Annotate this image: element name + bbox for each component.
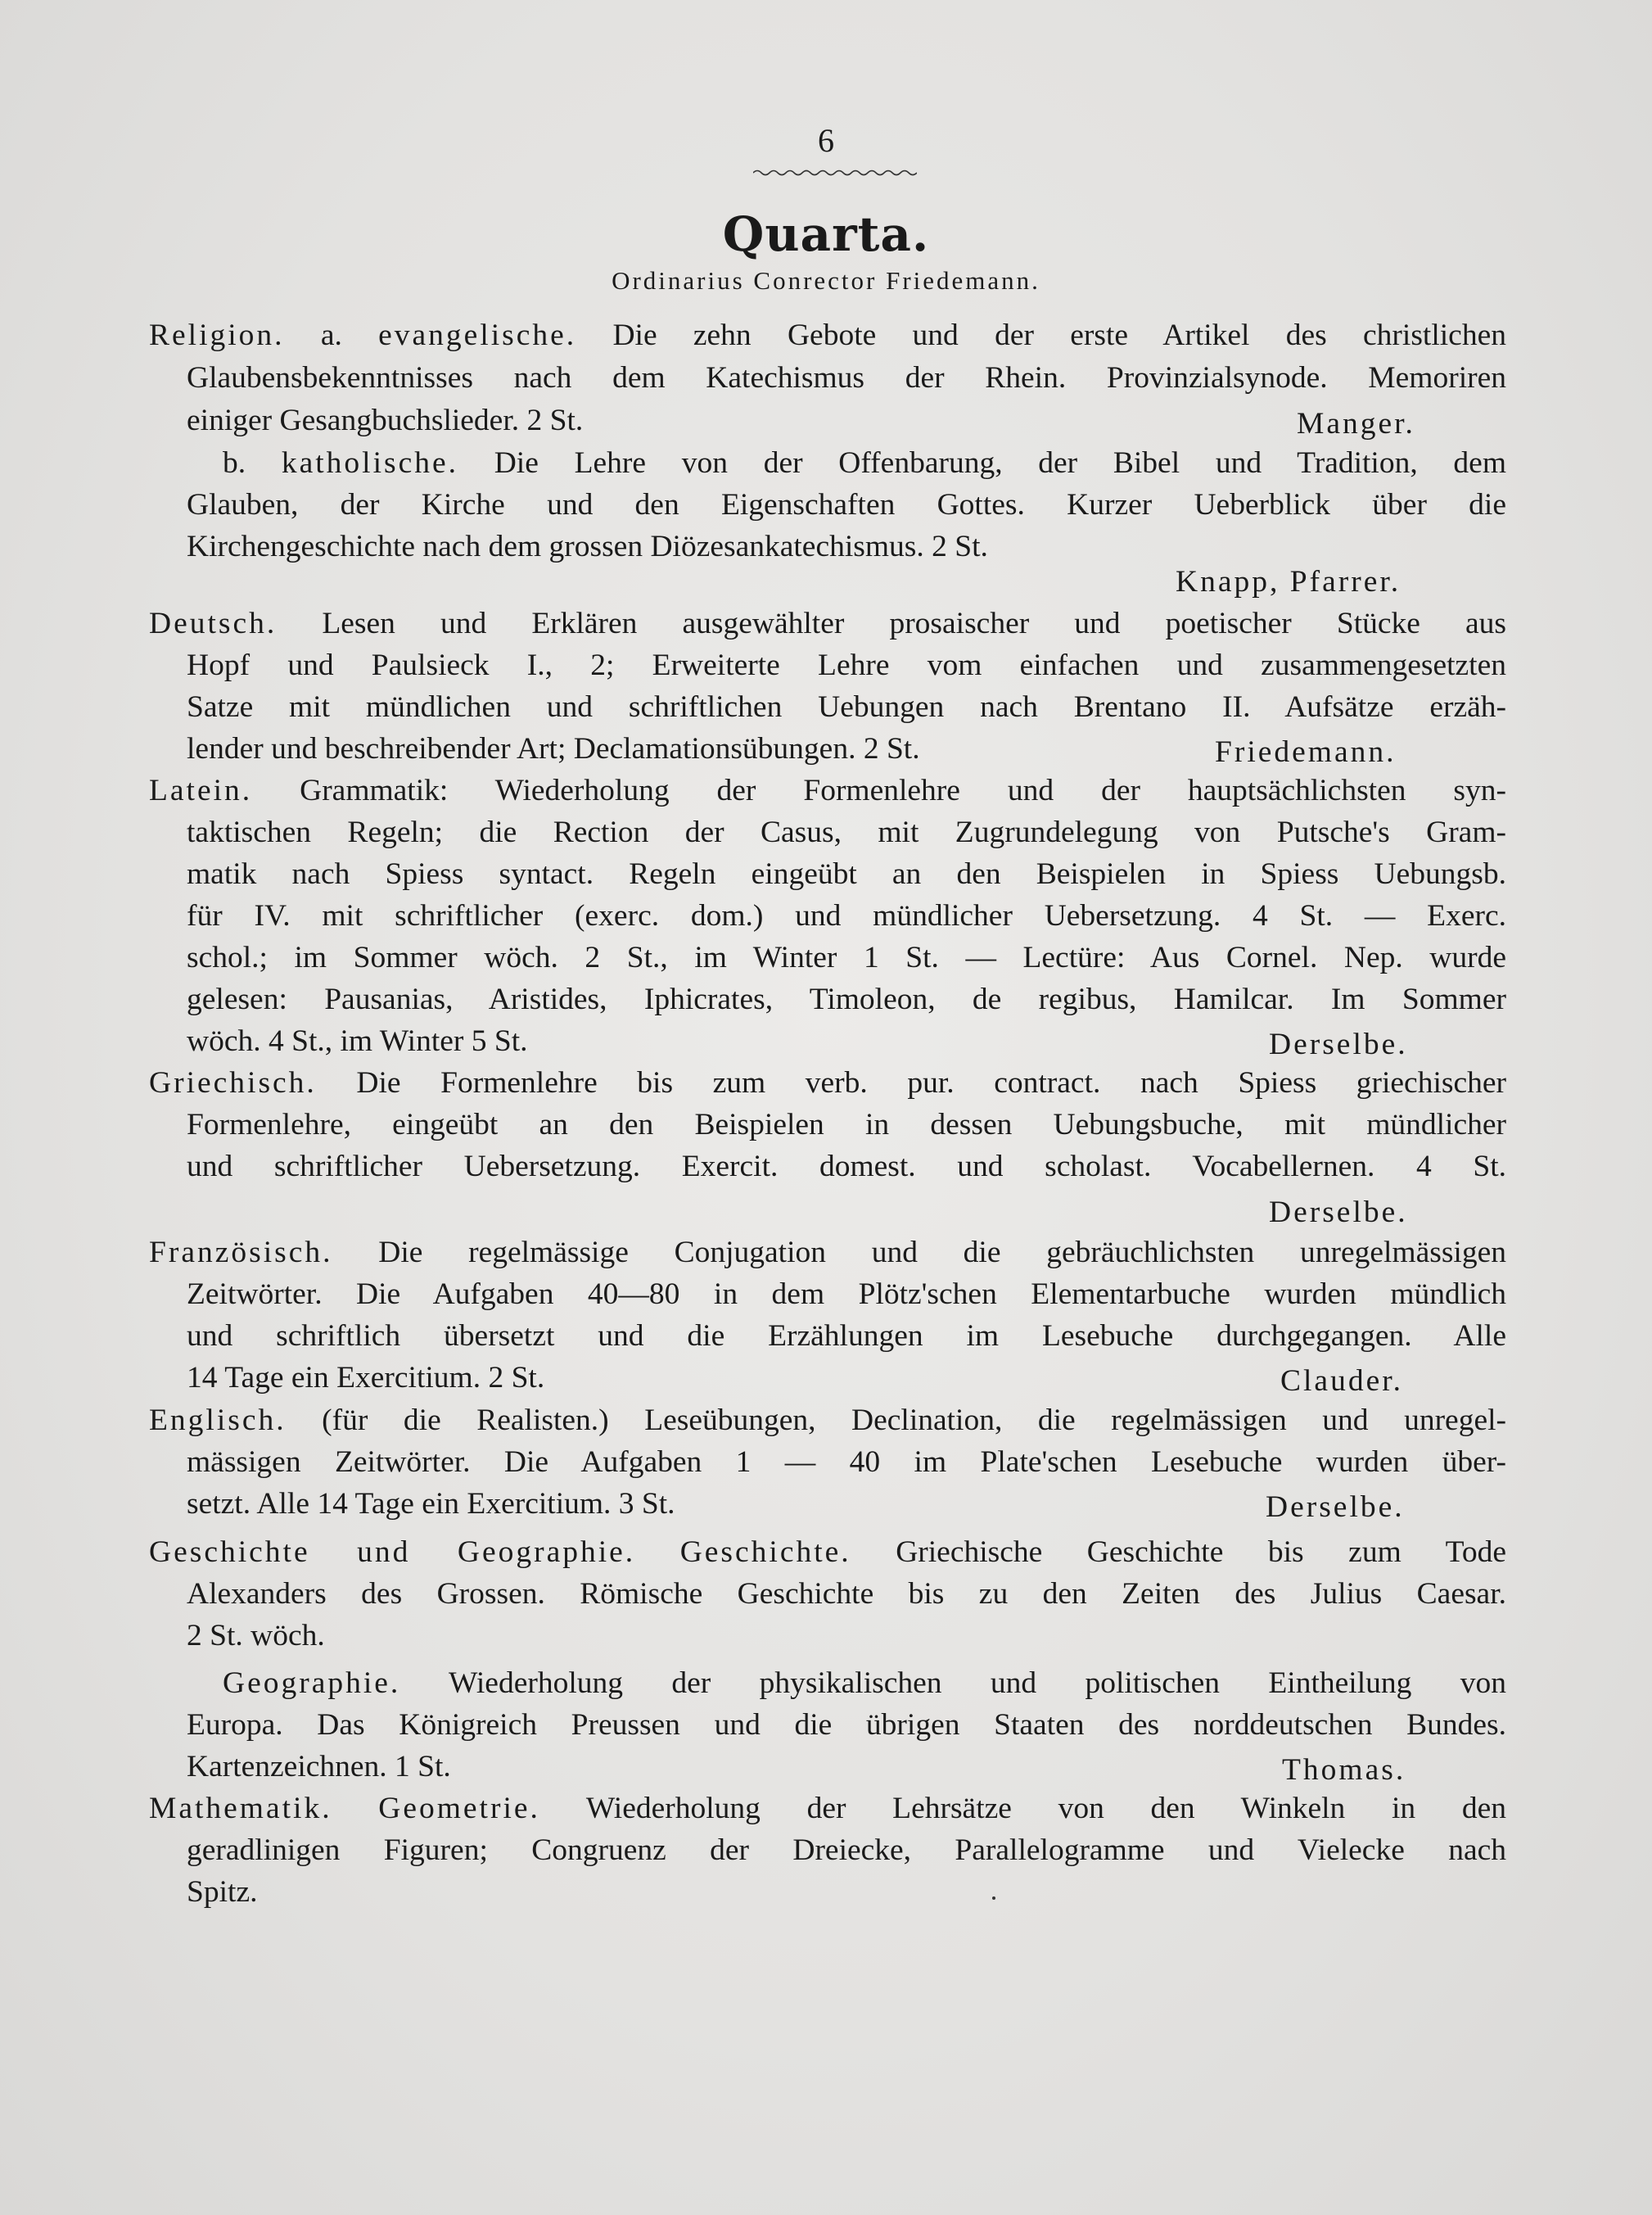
catholic-line-1: b. katholische. Die Lehre von der Offenbarung, der Bibel und Tradition, dem bbox=[223, 446, 1506, 480]
geographie-line-1: Geographie. Wiederholung der physikalischen und politischen Eintheilung von bbox=[223, 1666, 1506, 1700]
deutsch-teacher-signature: Friedemann. bbox=[1215, 735, 1397, 769]
catholic-teacher-signature: Knapp, Pfarrer. bbox=[1176, 565, 1401, 599]
latein-teacher-signature: Derselbe. bbox=[1269, 1028, 1408, 1061]
griechisch-line-1: Griechisch. Die Formenlehre bis zum verb. pur. contract. nach Spiess griechischer bbox=[149, 1066, 1506, 1100]
griechisch-line-2: Formenlehre, eingeübt an den Beispielen in dessen Uebungsbuche, mit mündlicher bbox=[187, 1108, 1506, 1141]
section-title: Quarta. bbox=[722, 206, 930, 262]
latein-line-5: schol.; im Sommer wöch. 2 St., im Winter 1 St. — Lectüre: Aus Cornel. Nep. wurde bbox=[187, 941, 1506, 974]
catholic-line-2: Glauben, der Kirche und den Eigenschaften Gottes. Kurzer Ueberblick über die bbox=[187, 488, 1506, 522]
englisch-line-3: setzt. Alle 14 Tage ein Exercitium. 3 St. bbox=[187, 1487, 675, 1521]
franzoesisch-line-1: Französisch. Die regelmässige Conjugation und die gebräuchlichsten unregelmässigen bbox=[149, 1236, 1506, 1269]
religion-line-3: einiger Gesangbuchslieder. 2 St. bbox=[187, 404, 584, 437]
latein-line-4: für IV. mit schriftlicher (exerc. dom.) und mündlicher Uebersetzung. 4 St. — Exerc. bbox=[187, 899, 1506, 933]
latein-line-7: wöch. 4 St., im Winter 5 St. bbox=[187, 1024, 528, 1058]
franzoesisch-line-4: 14 Tage ein Exercitium. 2 St. bbox=[187, 1361, 545, 1395]
mathematik-line-2: geradlinigen Figuren; Congruenz der Dreiecke, Parallelogramme und Vielecke nach bbox=[187, 1833, 1506, 1867]
geographie-line-2: Europa. Das Königreich Preussen und die übrigen Staaten des norddeutschen Bundes. bbox=[187, 1708, 1506, 1742]
mathematik-line-3: Spitz. bbox=[187, 1875, 258, 1909]
griechisch-teacher-signature: Derselbe. bbox=[1269, 1196, 1408, 1229]
religion-line-1: Religion. a. evangelische. Die zehn Gebote und der erste Artikel des christlichen bbox=[149, 319, 1506, 352]
catholic-line-3: Kirchengeschichte nach dem grossen Diözesankatechismus. 2 St. bbox=[187, 530, 988, 563]
page-number: 6 bbox=[818, 122, 834, 159]
latein-line-3: matik nach Spiess syntact. Regeln eingeübt an den Beispielen in Spiess Uebungsb. bbox=[187, 857, 1506, 891]
englisch-line-1: Englisch. (für die Realisten.) Leseübungen, Declination, die regelmässigen und unregel- bbox=[149, 1404, 1506, 1437]
geographie-teacher-signature: Thomas. bbox=[1282, 1753, 1406, 1787]
franzoesisch-line-3: und schriftlich übersetzt und die Erzählungen im Lesebuche durchgegangen. Alle bbox=[187, 1319, 1506, 1353]
griechisch-line-3: und schriftlicher Uebersetzung. Exercit. domest. und scholast. Vocabellernen. 4 St. bbox=[187, 1150, 1506, 1183]
deutsch-line-2: Hopf und Paulsieck I., 2; Erweiterte Lehre vom einfachen und zusammengesetzten bbox=[187, 649, 1506, 682]
geschichte-line-2: Alexanders des Grossen. Römische Geschichte bis zu den Zeiten des Julius Caesar. bbox=[187, 1577, 1506, 1611]
deutsch-line-4: lender und beschreibender Art; Declamationsübungen. 2 St. bbox=[187, 732, 920, 766]
religion-teacher-signature: Manger. bbox=[1297, 407, 1415, 441]
deutsch-line-1: Deutsch. Lesen und Erklären ausgewählter prosaischer und poetischer Stücke aus bbox=[149, 607, 1506, 640]
decorative-wavy-rule bbox=[753, 167, 917, 179]
geschichte-line-3: 2 St. wöch. bbox=[187, 1619, 325, 1652]
section-subtitle: Ordinarius Conrector Friedemann. bbox=[612, 266, 1040, 295]
latein-line-6: gelesen: Pausanias, Aristides, Iphicrates, Timoleon, de regibus, Hamilcar. Im Sommer bbox=[187, 983, 1506, 1016]
englisch-line-2: mässigen Zeitwörter. Die Aufgaben 1 — 40 im Plate'schen Lesebuche wurden über- bbox=[187, 1445, 1506, 1479]
latein-line-1: Latein. Grammatik: Wiederholung der Formenlehre und der hauptsächlichsten syn- bbox=[149, 774, 1506, 807]
latein-line-2: taktischen Regeln; die Rection der Casus, mit Zugrundelegung von Putsche's Gram- bbox=[187, 816, 1506, 849]
franzoesisch-teacher-signature: Clauder. bbox=[1280, 1364, 1404, 1398]
deutsch-line-3: Satze mit mündlichen und schriftlichen Uebungen nach Brentano II. Aufsätze erzäh- bbox=[187, 690, 1506, 724]
englisch-teacher-signature: Derselbe. bbox=[1266, 1490, 1405, 1524]
geographie-line-3: Kartenzeichnen. 1 St. bbox=[187, 1750, 451, 1783]
geschichte-line-1: Geschichte und Geographie. Geschichte. Griechische Geschichte bis zum Tode bbox=[149, 1535, 1507, 1569]
religion-line-2: Glaubensbekenntnisses nach dem Katechismus der Rhein. Provinzialsynode. Memoriren bbox=[187, 361, 1506, 395]
franzoesisch-line-2: Zeitwörter. Die Aufgaben 40—80 in dem Plötz'schen Elementarbuche wurden mündlich bbox=[187, 1277, 1506, 1311]
ink-speck bbox=[992, 1896, 995, 1900]
mathematik-line-1: Mathematik. Geometrie. Wiederholung der Lehrsätze von den Winkeln in den bbox=[149, 1792, 1506, 1825]
